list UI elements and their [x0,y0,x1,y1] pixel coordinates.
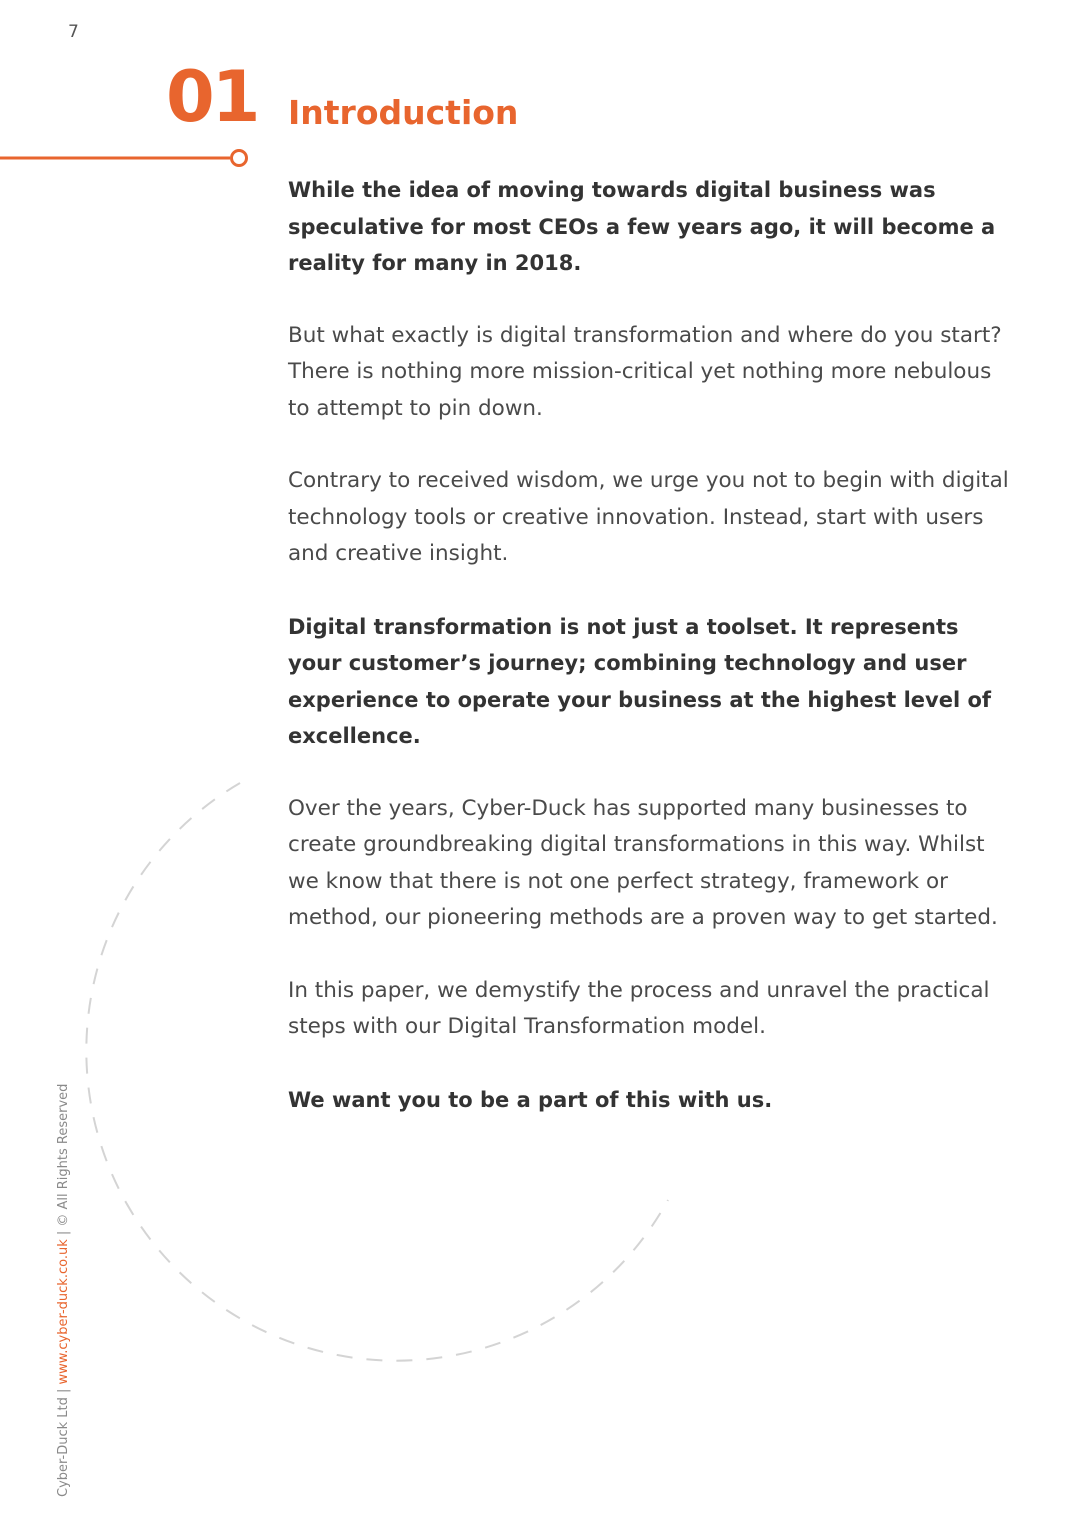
section-number: 01 [166,56,258,138]
footer-website-link[interactable]: www.cyber-duck.co.uk [56,1239,71,1385]
section-divider-line [0,146,260,172]
paragraph: In this paper, we demystify the process and unravel the practical steps with our Digital Transformation model. [288,977,990,1039]
footer-copyright [56,1084,71,1497]
paragraph: Contrary to received wisdom, we urge you not to begin with digital technology tools or creative innovation. Instead, start with users and creative insight. [288,468,1009,566]
footer-company: Cyber-Duck Ltd | [56,1388,71,1497]
paragraph: But what exactly is digital transformation and where do you start? There is nothing more mission-critical yet nothing more nebulous to attempt to pin down. [288,322,1002,421]
paragraph: Digital transformation is not just a toolset. It represents your customer’s journey; combining technology and user experience to operate your business at the highest level of excellence. [288,614,992,748]
divider-circle [232,151,247,166]
footer-rights: | © All Rights Reserved [56,1083,71,1236]
paragraph: Over the years, Cyber-Duck has supported many businesses to create groundbreaking digital transformations in this way. Whilst we know that there is not one perfect strategy, framework or method, our pioneering methods are a proven way to get started. [288,795,998,930]
body-content [288,172,1018,1154]
paragraph: While the idea of moving towards digital business was speculative for most CEOs a few years ago, it will become a reality for many in 2018. [288,178,996,275]
section-title: Introduction [288,93,519,132]
page-number: 7 [68,22,79,42]
paragraph: We want you to be a part of this with us. [288,1087,773,1112]
